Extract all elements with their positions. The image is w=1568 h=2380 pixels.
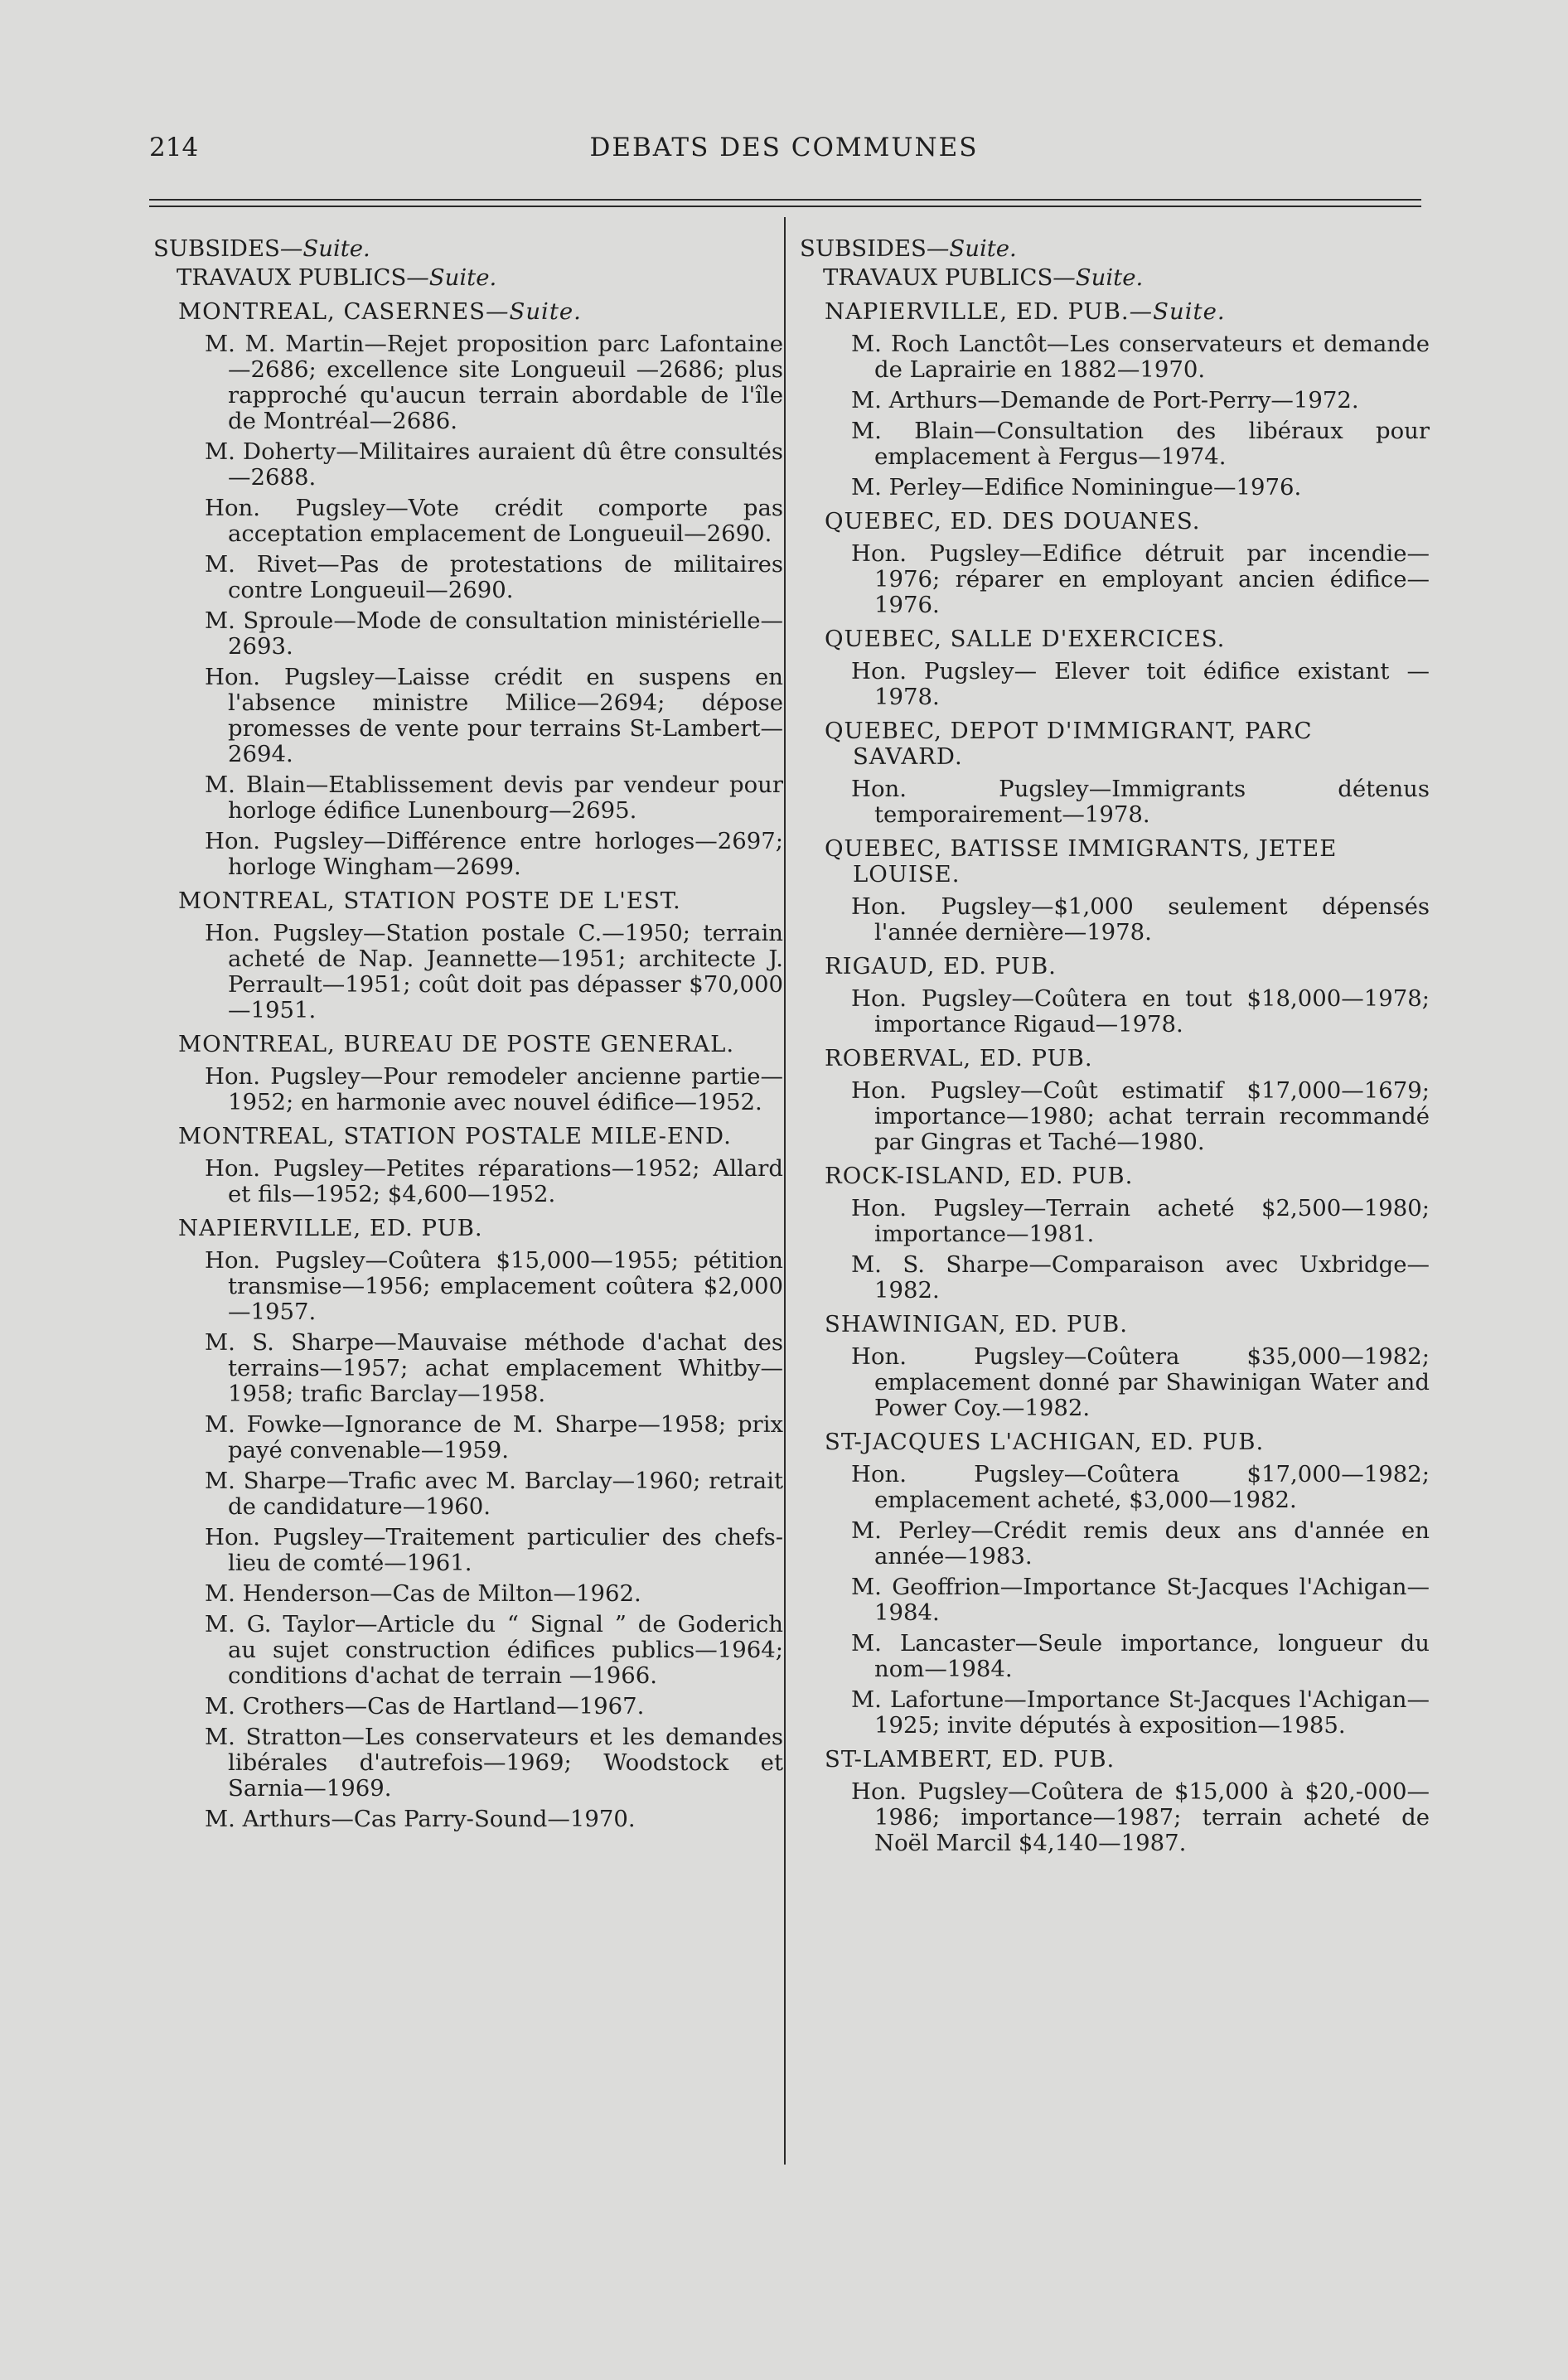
index-entry: Hon. Pugsley—Coûtera en tout $18,000—1978; importance Rigaud—1978. <box>851 985 1430 1038</box>
sections-container <box>800 299 1430 1856</box>
section-title-text: ROCK-ISLAND, ED. PUB. <box>825 1163 1134 1189</box>
section-title-text: MONTREAL, BUREAU DE POSTE GENERAL. <box>178 1031 735 1057</box>
section-title <box>825 626 1430 652</box>
index-entry: M. Doherty—Militaires auraient dû être consultés—2688. <box>205 438 783 491</box>
index-entry: Hon. Pugsley—Vote crédit comporte pas acceptation emplacement de Longueuil—2690. <box>205 495 783 547</box>
index-section <box>800 299 1430 501</box>
section-title <box>825 299 1430 325</box>
index-section <box>800 1163 1430 1304</box>
section-title-text: QUEBEC, BATISSE IMMIGRANTS, JETEE LOUISE. <box>825 835 1338 888</box>
index-entry: Hon. Pugsley—Pour remodeler ancienne partie—1952; en harmonie avec nouvel édifice—1952. <box>205 1063 783 1115</box>
index-entry: Hon. Pugsley—$1,000 seulement dépensés l'année dernière—1978. <box>851 893 1430 946</box>
index-entry: Hon. Pugsley—Coût estimatif $17,000—1679; importance—1980; achat terrain recommandé par Gingras et Taché—1980. <box>851 1077 1430 1155</box>
index-entry: M. Blain—Consultation des libéraux pour emplacement à Fergus—1974. <box>851 418 1430 470</box>
column-heading <box>153 236 783 262</box>
running-title: DEBATS DES COMMUNES <box>589 133 979 162</box>
index-entry: Hon. Pugsley— Elever toit édifice existant —1978. <box>851 658 1430 710</box>
subheading-suite: —Suite. <box>1053 264 1144 291</box>
section-title <box>825 1163 1430 1189</box>
index-entry: M. Perley—Edifice Nominingue—1976. <box>851 474 1302 501</box>
index-entry: Hon. Pugsley—Terrain acheté $2,500—1980; importance—1981. <box>851 1195 1430 1247</box>
index-section <box>153 299 783 880</box>
index-section <box>153 888 783 1023</box>
section-title <box>178 888 783 914</box>
index-entry: M. Rivet—Pas de protestations de militaires contre Longueuil—2690. <box>205 551 783 603</box>
index-section <box>153 1124 783 1207</box>
right-column <box>800 236 1430 1861</box>
index-entry: M. Stratton—Les conservateurs et les demandes libérales d'autrefois—1969; Woodstock et Sarnia—1969. <box>205 1724 783 1802</box>
index-section <box>800 1429 1430 1739</box>
page-number: 214 <box>149 133 199 162</box>
index-section <box>153 1032 783 1115</box>
index-section <box>800 1747 1430 1856</box>
section-title <box>825 1312 1430 1338</box>
heading-suite: —Suite. <box>926 235 1017 262</box>
section-title-text: QUEBEC, SALLE D'EXERCICES. <box>825 626 1226 652</box>
header-rule-top <box>149 199 1421 201</box>
subheading-text: TRAVAUX PUBLICS <box>823 264 1053 291</box>
index-entry: M. Perley—Crédit remis deux ans d'année en année—1983. <box>851 1517 1430 1570</box>
section-title-suite: —Suite. <box>1129 298 1226 325</box>
index-entry: M. Fowke—Ignorance de M. Sharpe—1958; prix payé convenable—1959. <box>205 1411 783 1463</box>
column-subheading <box>177 265 783 291</box>
index-entry: Hon. Pugsley—Station postale C.—1950; terrain acheté de Nap. Jeannette—1951; architecte J. Perrault—1951; coût doit pas dépasser $70,000—1951. <box>205 920 783 1023</box>
section-title-text: NAPIERVILLE, ED. PUB. <box>825 298 1130 325</box>
section-title <box>825 954 1430 980</box>
section-title-text: MONTREAL, STATION POSTE DE L'EST. <box>178 888 681 914</box>
index-entry: Hon. Pugsley—Coûtera $35,000—1982; emplacement donné par Shawinigan Water and Power Coy.—1982. <box>851 1343 1430 1421</box>
index-entry: Hon. Pugsley—Coûtera $17,000—1982; emplacement acheté, $3,000—1982. <box>851 1461 1430 1513</box>
index-entry: Hon. Pugsley—Traitement particulier des chefs-lieu de comté—1961. <box>205 1524 783 1576</box>
index-section <box>800 626 1430 710</box>
section-title-text: ST-LAMBERT, ED. PUB. <box>825 1746 1116 1773</box>
index-entry: Hon. Pugsley—Laisse crédit en suspens en l'absence ministre Milice—2694; dépose promesses de vente pour terrains St-Lambert—2694. <box>205 664 783 767</box>
section-title <box>178 299 783 325</box>
section-title-text: MONTREAL, CASERNES <box>178 298 486 325</box>
section-title <box>825 1046 1430 1071</box>
index-entry: M. Geoffrion—Importance St-Jacques l'Achigan—1984. <box>851 1574 1430 1626</box>
index-entry: M. S. Sharpe—Mauvaise méthode d'achat des terrains—1957; achat emplacement Whitby—1958; trafic Barclay—1958. <box>205 1329 783 1407</box>
index-section <box>153 1216 783 1832</box>
sections-container <box>153 299 783 1832</box>
index-entry: M. M. Martin—Rejet proposition parc Lafontaine—2686; excellence site Longueuil —2686; plus rapproché qu'aucun terrain abordable de l'île de Montréal—2686. <box>205 331 783 434</box>
column-heading <box>800 236 1430 262</box>
index-entry: Hon. Pugsley—Petites réparations—1952; Allard et fils—1952; $4,600—1952. <box>205 1155 783 1207</box>
section-title-text: RIGAUD, ED. PUB. <box>825 953 1057 980</box>
index-section <box>800 954 1430 1038</box>
section-title-text: MONTREAL, STATION POSTALE MILE-END. <box>178 1123 732 1149</box>
index-entry: M. Blain—Etablissement devis par vendeur pour horloge édifice Lunenbourg—2695. <box>205 772 783 824</box>
section-title <box>825 509 1430 535</box>
index-section <box>800 509 1430 618</box>
section-title <box>825 1429 1430 1455</box>
section-title <box>825 836 1430 888</box>
section-title <box>178 1124 783 1149</box>
section-title <box>825 718 1430 770</box>
section-title-text: ST-JACQUES L'ACHIGAN, ED. PUB. <box>825 1429 1265 1455</box>
heading-text: SUBSIDES <box>153 235 280 262</box>
section-title <box>178 1216 783 1241</box>
section-title-text: ROBERVAL, ED. PUB. <box>825 1045 1093 1071</box>
section-title-text: QUEBEC, ED. DES DOUANES. <box>825 508 1201 535</box>
heading-suite: —Suite. <box>279 235 370 262</box>
index-entry: Hon. Pugsley—Edifice détruit par incendie—1976; réparer en employant ancien édifice—1976. <box>851 540 1430 618</box>
index-entry: Hon. Pugsley—Immigrants détenus temporairement—1978. <box>851 776 1430 828</box>
section-title-text: NAPIERVILLE, ED. PUB. <box>178 1215 483 1241</box>
subheading-text: TRAVAUX PUBLICS <box>177 264 407 291</box>
heading-text: SUBSIDES <box>800 235 927 262</box>
section-title <box>825 1747 1430 1773</box>
index-entry: M. Sproule—Mode de consultation ministérielle—2693. <box>205 607 783 660</box>
index-entry: M. Lancaster—Seule importance, longueur du nom—1984. <box>851 1630 1430 1682</box>
index-entry: Hon. Pugsley—Coûtera $15,000—1955; pétition transmise—1956; emplacement coûtera $2,000—1957. <box>205 1247 783 1325</box>
index-entry: M. Arthurs—Cas Parry-Sound—1970. <box>205 1806 636 1832</box>
left-column <box>153 236 783 1837</box>
index-entry: M. Roch Lanctôt—Les conservateurs et demande de Laprairie en 1882—1970. <box>851 331 1430 383</box>
header-rule-bottom <box>149 206 1421 207</box>
section-title-text: SHAWINIGAN, ED. PUB. <box>825 1311 1129 1338</box>
index-entry: Hon. Pugsley—Coûtera de $15,000 à $20,-000—1986; importance—1987; terrain acheté de Noël Marcil $4,140—1987. <box>851 1778 1430 1856</box>
index-entry: M. Sharpe—Trafic avec M. Barclay—1960; retrait de candidature—1960. <box>205 1468 783 1520</box>
section-title-suite: —Suite. <box>486 298 582 325</box>
section-title-text: QUEBEC, DEPOT D'IMMIGRANT, PARC SAVARD. <box>825 718 1313 770</box>
index-entry: M. S. Sharpe—Comparaison avec Uxbridge—1982. <box>851 1251 1430 1304</box>
index-entry: M. Lafortune—Importance St-Jacques l'Achigan—1925; invite députés à exposition—1985. <box>851 1686 1430 1739</box>
section-title <box>178 1032 783 1057</box>
subheading-suite: —Suite. <box>406 264 497 291</box>
index-section <box>800 836 1430 946</box>
index-entry: Hon. Pugsley—Différence entre horloges—2697; horloge Wingham—2699. <box>205 828 783 880</box>
column-subheading <box>823 265 1430 291</box>
index-entry: M. Henderson—Cas de Milton—1962. <box>205 1580 641 1607</box>
index-entry: M. G. Taylor—Article du “ Signal ” de Goderich au sujet construction édifices publics—1964; conditions d'achat de terrain —1966. <box>205 1611 783 1689</box>
index-section <box>800 1046 1430 1155</box>
index-entry: M. Crothers—Cas de Hartland—1967. <box>205 1693 645 1720</box>
index-entry: M. Arthurs—Demande de Port-Perry—1972. <box>851 387 1359 414</box>
column-divider <box>784 217 786 2165</box>
index-section <box>800 1312 1430 1421</box>
index-section <box>800 718 1430 828</box>
